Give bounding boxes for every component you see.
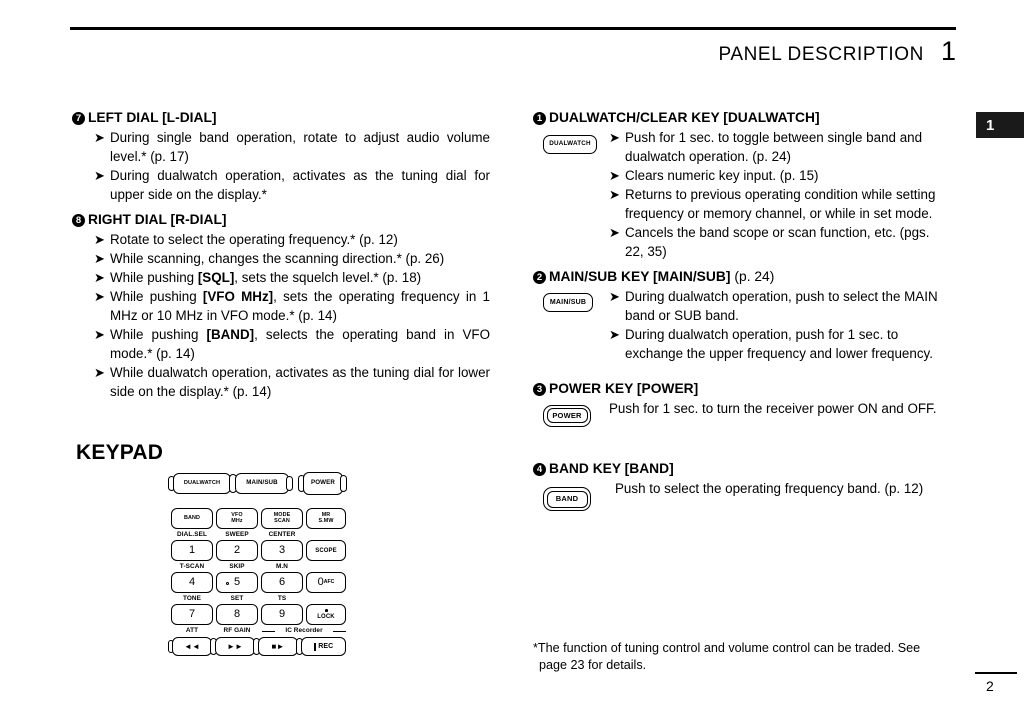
- section-number-badge: 4: [533, 463, 546, 476]
- arrow-icon: ➤: [94, 270, 105, 285]
- keypad-key-label: BAND: [184, 514, 200, 521]
- section-body: [533, 287, 951, 363]
- keypad-key-rewind[interactable]: [172, 637, 212, 656]
- list-item: [94, 166, 490, 204]
- keypad-sublabel-tone: TONE: [182, 595, 202, 602]
- keypad-right-cap-1: [286, 476, 293, 491]
- keypad-sublabel-rf-gain: RF GAIN: [223, 627, 251, 634]
- keypad-key-label: 3: [278, 544, 286, 556]
- list-item-text: Push for 1 sec. to toggle between single band and dualwatch operation. (p. 24): [625, 130, 923, 164]
- keypad-key-label-line1: MODE: [273, 512, 291, 519]
- section-heading: [533, 108, 951, 127]
- bullet-list: [72, 230, 490, 401]
- keypad-key-label: MAIN/SUB: [246, 479, 278, 487]
- keypad-key-label: DUALWATCH: [183, 479, 221, 486]
- keypad-key-label: 0: [317, 576, 324, 588]
- section-heading: [533, 379, 951, 398]
- list-item: [609, 166, 951, 185]
- list-item-text: Rotate to select the operating frequency.* (p. 12): [110, 232, 398, 247]
- keypad-sublabel-dial-sel: DIAL.SEL: [177, 531, 207, 538]
- list-item: [94, 128, 490, 166]
- keypad-key-mode-scan[interactable]: [261, 508, 303, 529]
- keypad-key-2[interactable]: [216, 540, 258, 561]
- page-number: 2: [986, 678, 994, 694]
- keypad-key-label: LOCK: [317, 613, 335, 620]
- keypad-key-stop-play[interactable]: [258, 637, 298, 656]
- section-title: DUALWATCH/CLEAR KEY [DUALWATCH]: [549, 110, 820, 125]
- keypad-key-label-line2: MHz: [231, 517, 243, 524]
- list-item: [94, 325, 490, 363]
- keypad-key-label: 1: [188, 544, 196, 556]
- list-item-text: While pushing [SQL], sets the squelch level.* (p. 18): [110, 270, 422, 285]
- keypad-key-lock[interactable]: [306, 604, 346, 625]
- keypad-key-mainsub[interactable]: [235, 473, 289, 494]
- keypad-key-label: 9: [278, 608, 286, 620]
- keypad-key-vfo-mhz[interactable]: [216, 508, 258, 529]
- arrow-icon: ➤: [609, 187, 620, 202]
- key-graphic-band: [543, 487, 591, 511]
- keypad-key-label-line1: VFO: [231, 512, 243, 519]
- list-item-text: While scanning, changes the scanning direction.* (p. 26): [110, 251, 445, 266]
- record-bar-icon: [314, 643, 317, 651]
- keypad-key-label: 5: [233, 576, 241, 588]
- section-heading: [72, 210, 490, 229]
- list-item: [94, 363, 490, 401]
- arrow-icon: ➤: [94, 168, 105, 183]
- section-main-sub-key: [533, 267, 951, 363]
- list-item: [609, 287, 951, 325]
- arrow-icon: ➤: [609, 168, 620, 183]
- section-number-badge: 2: [533, 271, 546, 284]
- list-item-text: While dualwatch operation, activates as the tuning dial for lower side on the display.* (p. 14): [110, 365, 490, 399]
- section-number-badge: 3: [533, 383, 546, 396]
- left-column: [72, 108, 490, 407]
- keypad-key-6[interactable]: [261, 572, 303, 593]
- footnote-line-1: *The function of tuning control and volume control can be traded. See: [533, 641, 921, 655]
- arrow-icon: ➤: [609, 130, 620, 145]
- list-item: [609, 128, 951, 166]
- list-item: [609, 223, 951, 261]
- list-item-text: Clears numeric key input. (p. 15): [625, 168, 819, 183]
- keypad-key-power[interactable]: [303, 472, 343, 495]
- tactile-dot-icon: [226, 582, 229, 585]
- keypad-key-mr-smw[interactable]: [306, 508, 346, 529]
- arrow-icon: ➤: [609, 327, 620, 342]
- section-heading: [72, 108, 490, 127]
- key-button-dualwatch: [543, 135, 597, 154]
- key-label: BAND: [547, 491, 588, 508]
- keypad-key-dualwatch[interactable]: [173, 473, 231, 494]
- section-title: POWER KEY [POWER]: [549, 381, 699, 396]
- arrow-icon: ➤: [94, 327, 105, 342]
- fast-forward-icon: ►►: [226, 641, 244, 651]
- list-item: [94, 249, 490, 268]
- keypad-key-label: SCOPE: [315, 547, 337, 554]
- chapter-number: 1: [940, 36, 956, 66]
- keypad-key-label-line1: MR: [321, 512, 331, 519]
- section-title: MAIN/SUB KEY [MAIN/SUB]: [549, 269, 731, 284]
- arrow-icon: ➤: [94, 251, 105, 266]
- rewind-icon: ◄◄: [183, 641, 201, 651]
- keypad-key-8[interactable]: [216, 604, 258, 625]
- section-page-ref: (p. 24): [734, 269, 775, 284]
- keypad-key-label: 2: [233, 544, 241, 556]
- keypad-heading: KEYPAD: [76, 441, 164, 464]
- stop-play-icon: ■►: [271, 641, 285, 651]
- arrow-icon: ➤: [94, 130, 105, 145]
- arrow-icon: ➤: [94, 365, 105, 380]
- section-plain-text: Push for 1 sec. to turn the receiver power ON and OFF.: [609, 401, 937, 416]
- section-left-dial: [72, 108, 490, 204]
- keypad-sublabel-center: CENTER: [268, 531, 296, 538]
- arrow-icon: ➤: [94, 289, 105, 304]
- keypad-power-cap-right: [340, 475, 347, 492]
- section-power-key: [533, 379, 951, 433]
- section-band-key: [533, 459, 951, 513]
- right-column: [533, 108, 951, 519]
- keypad-key-1[interactable]: [171, 540, 213, 561]
- chapter-tab-label: 1: [986, 116, 995, 134]
- key-button-band: [543, 487, 591, 511]
- section-body: [533, 399, 951, 433]
- list-item-text: During single band operation, rotate to adjust audio volume level.* (p. 17): [110, 130, 490, 164]
- keypad-sublabel-skip: SKIP: [229, 563, 245, 570]
- ic-recorder-rule-left: [262, 631, 275, 633]
- lock-dot-icon: [325, 609, 328, 612]
- keypad-key-5[interactable]: [216, 572, 258, 593]
- key-button-mainsub: [543, 293, 593, 312]
- keypad-key-4[interactable]: [171, 572, 213, 593]
- section-heading: [533, 459, 951, 478]
- keypad-key-3[interactable]: [261, 540, 303, 561]
- key-graphic-dualwatch: [543, 131, 597, 154]
- keypad-key-label: POWER: [311, 479, 335, 487]
- page-number-rule: [975, 672, 1017, 674]
- section-title: RIGHT DIAL [R-DIAL]: [88, 212, 227, 227]
- header-rule: [70, 27, 956, 30]
- section-number-badge: 8: [72, 214, 85, 227]
- section-title: BAND KEY [BAND]: [549, 461, 674, 476]
- keypad-sublabel-ic-recorder: IC Recorder: [285, 627, 323, 634]
- list-item-text: Cancels the band scope or scan function, etc. (pgs. 22, 35): [625, 225, 930, 259]
- keypad-diagram: [168, 470, 346, 664]
- footnote-line-2: page 23 for details.: [539, 658, 647, 672]
- key-button-power: [543, 405, 591, 427]
- section-title: LEFT DIAL [L-DIAL]: [88, 110, 217, 125]
- keypad-sublabel-att: ATT: [185, 627, 199, 634]
- keypad-sublabel-ts: TS: [277, 595, 287, 602]
- list-item-text: During dualwatch operation, push to select the MAIN band or SUB band.: [625, 289, 938, 323]
- key-label: MAIN/SUB: [549, 299, 587, 306]
- section-number-badge: 7: [72, 112, 85, 125]
- section-right-dial: [72, 210, 490, 401]
- section-dualwatch-clear-key: [533, 108, 951, 261]
- footnote: [533, 640, 963, 674]
- keypad-sublabel-sweep: SWEEP: [225, 531, 249, 538]
- list-item: [609, 325, 951, 363]
- arrow-icon: ➤: [94, 232, 105, 247]
- keypad-key-label: REC: [318, 643, 334, 650]
- arrow-icon: ➤: [609, 289, 620, 304]
- key-graphic-power: [543, 404, 591, 427]
- section-heading: [533, 267, 951, 286]
- keypad-key-label: 7: [188, 608, 196, 620]
- keypad-key-band[interactable]: [171, 508, 213, 529]
- keypad-sublabel-t-scan: T-SCAN: [179, 563, 205, 570]
- keypad-key-label: 8: [233, 608, 241, 620]
- key-label: DUALWATCH: [549, 140, 591, 147]
- keypad-key-label: 4: [188, 576, 196, 588]
- keypad-key-0-afc[interactable]: [306, 572, 346, 593]
- keypad-key-rec[interactable]: [301, 637, 346, 656]
- section-plain-text: Push to select the operating frequency band. (p. 12): [615, 481, 924, 496]
- list-item-text: During dualwatch operation, push for 1 sec. to exchange the upper frequency and lower frequency.: [625, 327, 933, 361]
- bullet-list: [72, 128, 490, 204]
- section-body: [533, 128, 951, 261]
- key-graphic-mainsub: [543, 290, 593, 312]
- keypad-key-fast-forward[interactable]: [215, 637, 255, 656]
- keypad-key-sublabel: AFC: [323, 578, 335, 585]
- list-item-text: While pushing [BAND], selects the operating band in VFO mode.* (p. 14): [110, 327, 490, 361]
- arrow-icon: ➤: [609, 225, 620, 240]
- chapter-tab-marker: [976, 112, 1024, 138]
- list-item-text: While pushing [VFO MHz], sets the operating frequency in 1 MHz or 10 MHz in VFO mode.* (p. 14): [110, 289, 490, 323]
- list-item-text: During dualwatch operation, activates as the tuning dial for upper side on the display.*: [110, 168, 490, 202]
- keypad-key-label: 6: [278, 576, 286, 588]
- section-body: [533, 479, 951, 513]
- keypad-key-scope[interactable]: [306, 540, 346, 561]
- list-item: [94, 287, 490, 325]
- list-item: [94, 230, 490, 249]
- keypad-sublabel-set: SET: [230, 595, 244, 602]
- section-number-badge: 1: [533, 112, 546, 125]
- key-label: POWER: [547, 408, 588, 423]
- keypad-key-label-line2: SCAN: [274, 517, 290, 524]
- ic-recorder-rule-right: [333, 631, 346, 633]
- bullet-list: [533, 287, 951, 363]
- list-item-text: Returns to previous operating condition while setting frequency or memory channel, or while in set mode.: [625, 187, 936, 221]
- page-title: PANEL DESCRIPTION: [718, 44, 924, 65]
- keypad-key-label-line2: S.MW: [318, 517, 334, 524]
- list-item: [609, 185, 951, 223]
- keypad-key-7[interactable]: [171, 604, 213, 625]
- list-item: [94, 268, 490, 287]
- keypad-key-9[interactable]: [261, 604, 303, 625]
- keypad-sublabel-mn: M.N: [275, 563, 288, 570]
